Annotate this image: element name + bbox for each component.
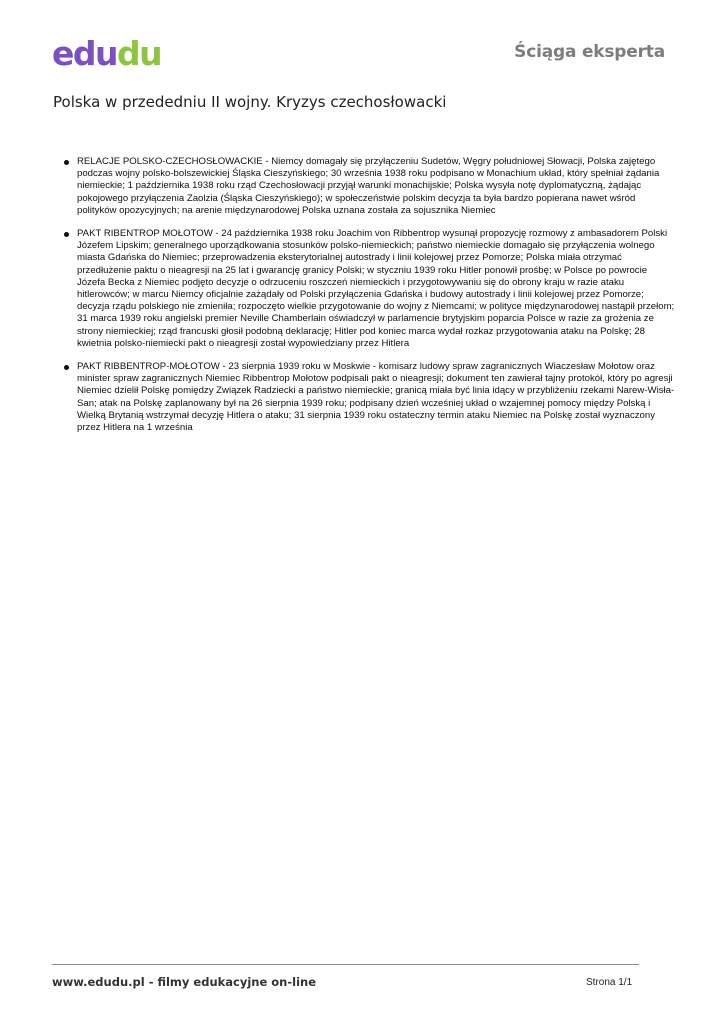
list-item — [64, 228, 676, 350]
logo-text-part2: du — [117, 34, 162, 73]
list-item-text: RELACJE POLSKO-CZECHOSŁOWACKIE - Niemcy domagały się przyłączeniu Sudetów, Węgry południowej Słowacji, Polska zajętego podczas wojny polsko-bolszewickiej Śląska Cieszyńskiego; 30 września 1938 roku podpisano w Monachium układ, który spełniał żądania niemieckie; 1 października 1938 roku rząd Czechosłowacji przyjął warunki monachijskie; Polska wysyła notę dyplomatyczną, żądając pokojowego przyłączenia Zaolzia (Śląska Cieszyńskiego); w społeczeństwie polskim decyzja ta była bardzo popierana nawet wśród polityków opozycyjnych; na arenie międzynarodowej Polska uznana została za sojusznika Niemiec — [77, 156, 660, 216]
list-item — [64, 361, 676, 434]
bullet-icon — [64, 160, 69, 165]
edudu-logo — [52, 34, 187, 74]
logo-text-part1: edu — [52, 34, 117, 73]
list-item-text: PAKT RIBENTROP MOŁOTOW - 24 października 1938 roku Joachim von Ribbentrop wysunął propozycję rozmowy z ambasadorem Polski Józefem Lipskim; generalnego uporządkowania stosunków polsko-niemieckich; państwo niemieckie domagało się przyłączenia wolnego miasta Gdańska do Niemiec; przeprowadzenia eksterytorialnej autostrady i linii kolejowej przez Pomorze; Polska miała otrzymać przedłużenie paktu o nieagresji na 25 lat i gwarancję granicy Polski; w styczniu 1939 roku Hitler ponowił prośbę; w Polsce po powrocie Józefa Becka z Niemiec podjęto decyzje o odrzuceniu roszczeń niemieckich i przygotowywaniu się do obrony kraju w razie ataku hitlerowców; w marcu Niemcy oficjalnie zażądały od Polski przyłączenia Gdańska i budowy autostrady i linii kolejowej przez Pomorze; decyzja rządu polskiego nie zmieniła; rozpoczęto wielkie przygotowanie do wojny z Niemcami; w polityce międzynarodowej nastąpił przełom; 31 marca 1939 roku angielski premier Neville Chamberlain oświadczył w parlamencie brytyjskim poparcia Polsce w razie za grożenia ze strony niemieckiej; rząd francuski głosił podobną deklarację; Hitler pod koniec marca wydał rozkaz przygotowania ataku na Polskę; 28 kwietnia polsko-niemiecki pakt o nieagresji został wypowiedziany przez Hitlera — [77, 228, 675, 349]
footer-divider — [52, 964, 639, 965]
page-title: Polska w przededniu II wojny. Kryzys czechosłowacki — [53, 93, 447, 111]
footer-site-link[interactable]: www.edudu.pl - filmy edukacyjne on-line — [52, 975, 317, 989]
list-item — [64, 156, 676, 217]
bullet-list — [64, 156, 676, 445]
bullet-icon — [64, 232, 69, 237]
bullet-icon — [64, 365, 69, 370]
list-item-text: PAKT RIBBENTROP-MOŁOTOW - 23 sierpnia 1939 roku w Moskwie - komisarz ludowy spraw zagranicznych Wiaczesław Mołotow oraz minister spraw zagranicznych Niemiec Ribbentrop Mołotow podpisali pakt o nieagresji; dokument ten zawierał tajny protokół, który po agresji Niemiec dzielił Polskę pomiędzy Związek Radziecki a państwo niemieckie; granicą miała być linia idący w przybliżeniu rzekami Narew-Wisła-San; atak na Polskę zaplanowany był na 26 sierpnia 1939 roku; podpisany dzień wcześniej układ o wzajemnej pomocy między Polską i Wielką Brytanią wstrzymał decyzję Hitlera o ataku; 31 sierpnia 1939 roku ostateczny termin ataku Niemiec na Polskę został wyznaczony przez Hitlera na 1 września — [77, 361, 675, 434]
header-tagline: Ściąga eksperta — [514, 42, 665, 62]
page-number: Strona 1/1 — [586, 977, 633, 988]
